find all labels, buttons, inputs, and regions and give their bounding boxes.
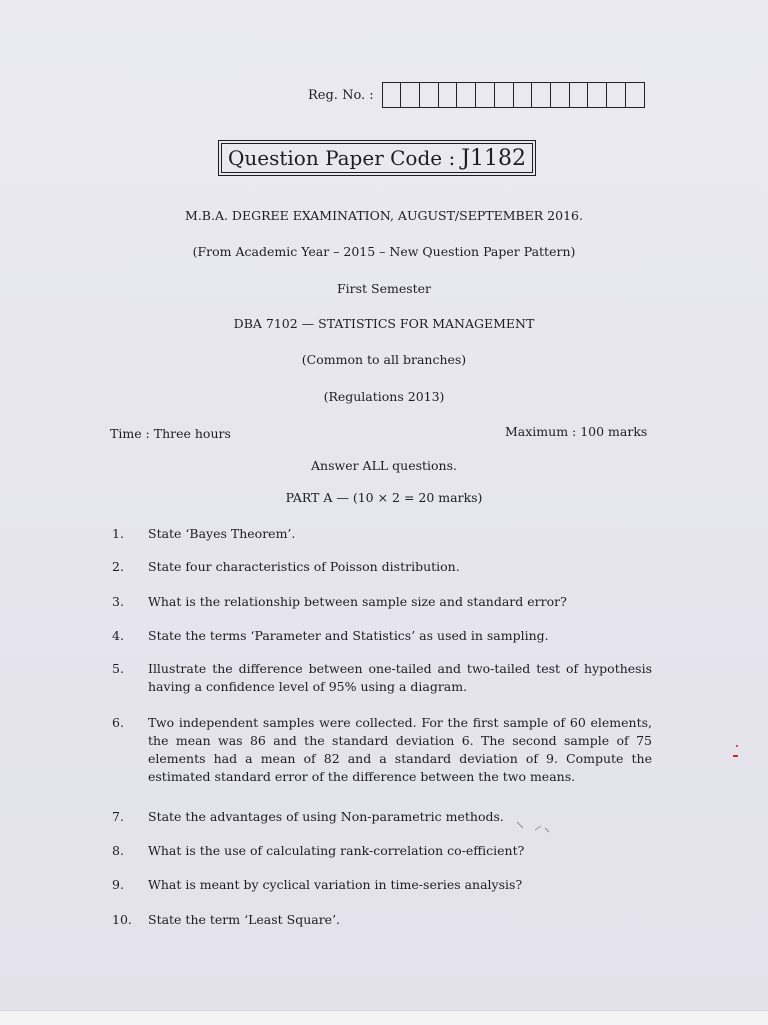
question-text: State ‘Bayes Theorem’. — [148, 526, 296, 541]
reg-no-box — [626, 83, 645, 107]
reg-no-box — [532, 83, 551, 107]
reg-no-box — [607, 83, 626, 107]
reg-no-box — [570, 83, 589, 107]
reg-no-box — [383, 83, 402, 107]
question-text: State four characteristics of Poisson distribution. — [148, 559, 460, 574]
pattern-line: (From Academic Year – 2015 – New Question Paper Pattern) — [192, 244, 576, 259]
question-text: State the terms ‘Parameter and Statistics’ as used in sampling. — [148, 628, 549, 643]
reg-no-box — [514, 83, 533, 107]
question-number: 10. — [112, 912, 132, 927]
time-allowed: Time : Three hours — [110, 426, 231, 441]
question-text: What is the use of calculating rank-correlation co-efficient? — [148, 843, 525, 858]
question-paper-code-label: Question Paper Code : — [227, 146, 456, 170]
question-text: Two independent samples were collected. For the first sample of 60 elements, the mean was 86 and the standard deviation 6. The second sample of 75 elements had a mean of 82 and a standard deviation of 9. Compute the estimated standard error of the difference between the two means. — [148, 715, 652, 784]
question-number: 8. — [112, 843, 124, 858]
reg-no-row — [308, 82, 645, 108]
regulations-line: (Regulations 2013) — [323, 389, 445, 404]
question-text: Illustrate the difference between one-tailed and two-tailed test of hypothesis having a confidence level of 95% using a diagram. — [148, 661, 652, 694]
reg-no-box — [588, 83, 607, 107]
red-ink-dot — [736, 745, 738, 747]
red-ink-mark — [733, 755, 738, 757]
question-number: 3. — [112, 594, 124, 609]
reg-no-box — [401, 83, 420, 107]
question-text: What is meant by cyclical variation in time-series analysis? — [148, 877, 523, 892]
question-text: State the advantages of using Non-parametric methods. — [148, 809, 504, 824]
semester-line: First Semester — [336, 281, 432, 296]
question-number: 9. — [112, 877, 124, 892]
question-number: 4. — [112, 628, 124, 643]
question-text: State the term ‘Least Square’. — [148, 912, 341, 927]
question-number: 5. — [112, 661, 124, 676]
question-text: What is the relationship between sample size and standard error? — [148, 594, 567, 609]
page-bottom-edge — [0, 1010, 768, 1025]
question-number: 7. — [112, 809, 124, 824]
question-paper-code-value: J1182 — [461, 145, 527, 171]
reg-no-box — [420, 83, 439, 107]
question-number: 1. — [112, 526, 124, 541]
instruction-line: Answer ALL questions. — [311, 458, 457, 473]
question-number: 6. — [112, 715, 124, 730]
question-number: 2. — [112, 559, 124, 574]
pencil-mark — [515, 818, 575, 838]
common-line: (Common to all branches) — [301, 352, 467, 367]
reg-no-box — [457, 83, 476, 107]
reg-no-box — [476, 83, 495, 107]
part-heading: PART A — (10 × 2 = 20 marks) — [285, 490, 483, 505]
reg-no-box — [551, 83, 570, 107]
exam-title: M.B.A. DEGREE EXAMINATION, AUGUST/SEPTEMBER 2016. — [185, 208, 583, 223]
question-paper-code — [218, 140, 536, 176]
reg-no-boxes — [382, 82, 646, 108]
subject-line: DBA 7102 — STATISTICS FOR MANAGEMENT — [233, 316, 535, 331]
reg-no-box — [495, 83, 514, 107]
maximum-marks: Maximum : 100 marks — [505, 424, 648, 439]
reg-no-label: Reg. No. : — [308, 87, 374, 103]
reg-no-box — [439, 83, 458, 107]
